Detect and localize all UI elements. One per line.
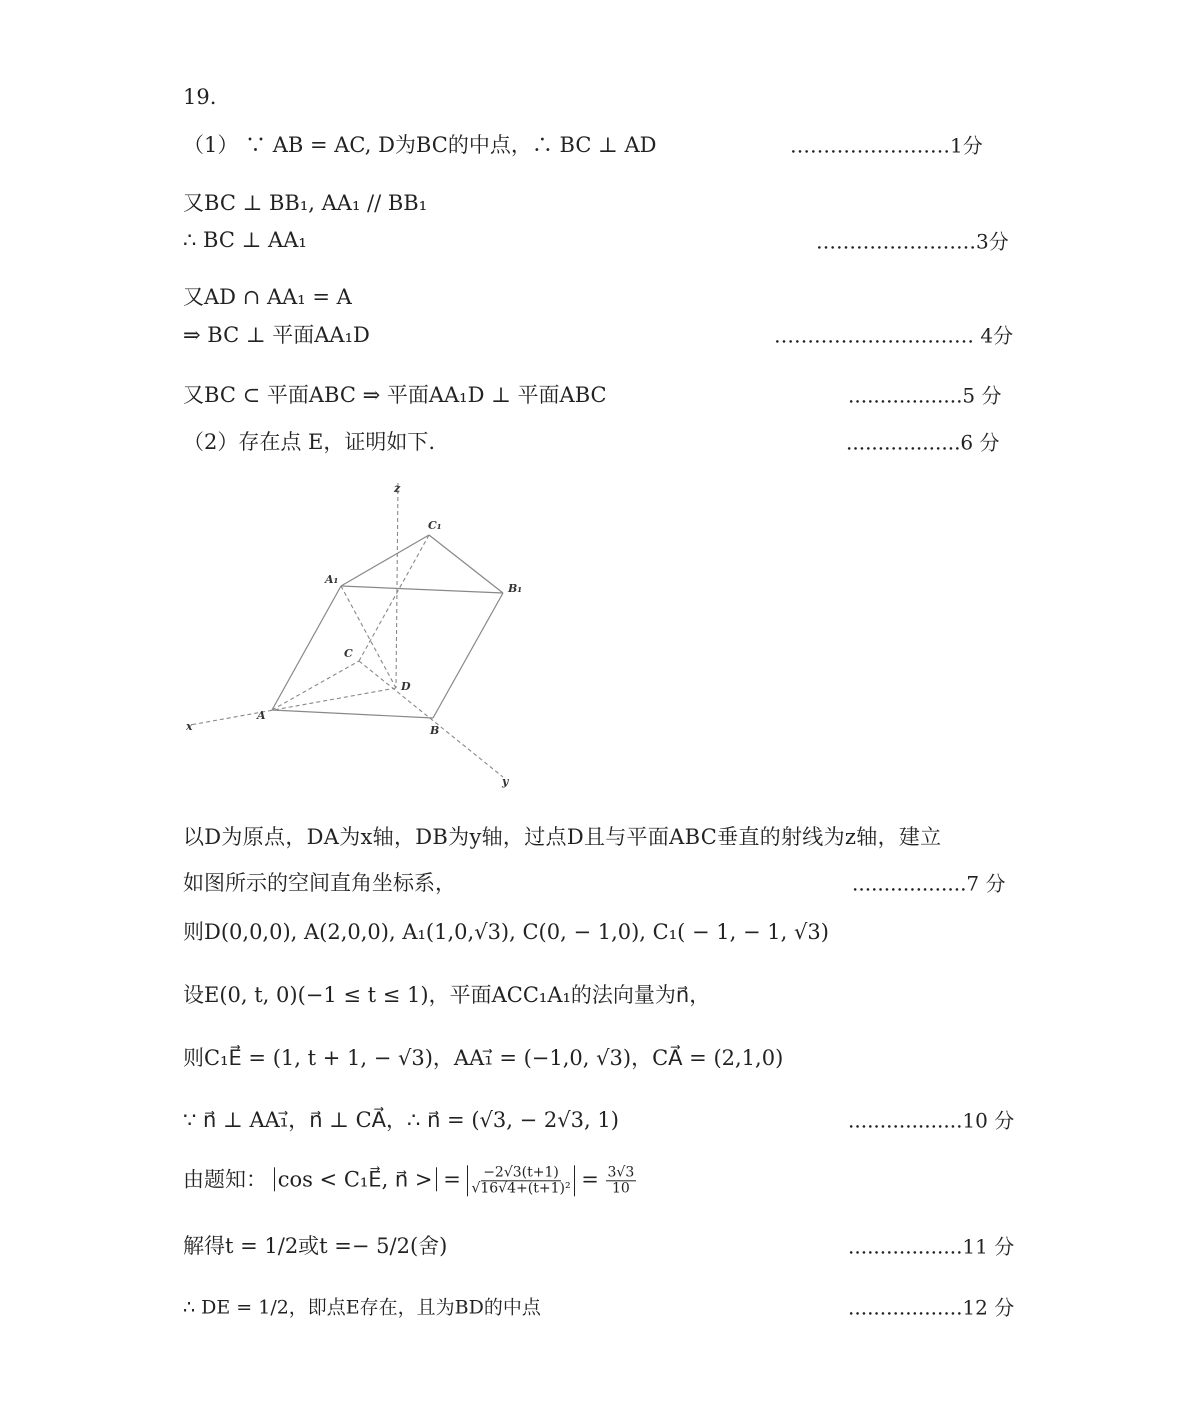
label-b: B (430, 724, 440, 737)
result-fraction (606, 1165, 637, 1197)
label-a1: A₁ (325, 573, 339, 586)
result-denominator: 10 (611, 1180, 630, 1197)
edge-ab (272, 710, 433, 718)
part2-line9: 解得t = 1/2或t =− 5/2(舍) (183, 1234, 448, 1258)
score-1: ……………………1分 (790, 133, 983, 158)
edge-a1a (272, 586, 341, 710)
part2-line4: 则D(0,0,0), A(2,0,0), A₁(1,0,√3), C(0, − 1,0), C₁( − 1, − 1, √3) (183, 920, 829, 944)
edge-cc1 (359, 535, 429, 661)
label-d: D (401, 680, 411, 693)
line8-prefix: 由题知： (183, 1167, 267, 1192)
edge-b1b (433, 593, 503, 718)
cos-abs (274, 1167, 437, 1191)
part1-line5: ⇒ BC ⊥ 平面AA₁D (183, 323, 370, 347)
problem-number: 19. (183, 85, 217, 109)
part2-line7: ∵ n⃗ ⊥ AA₁⃗，n⃗ ⊥ CA⃗，∴ n⃗ = (√3, − 2√3, 1) (183, 1108, 619, 1132)
z-axis (396, 483, 398, 688)
score-3: ……………………3分 (816, 229, 1009, 254)
score-5: ..................5 分 (848, 383, 1002, 408)
score-10: ..................10 分 (848, 1108, 1015, 1133)
segment-a1d (341, 586, 396, 688)
part1-line2: 又BC ⊥ BB₁, AA₁ // BB₁ (183, 191, 428, 215)
label-x: x (186, 720, 193, 733)
result-numerator: 3√3 (607, 1163, 635, 1180)
part1-line4: 又AD ∩ AA₁ = A (183, 285, 352, 309)
label-c1: C₁ (428, 519, 442, 532)
label-c: C (344, 647, 353, 660)
numerator: −2√3(t+1) (483, 1163, 559, 1180)
part2-line5: 设E(0, t, 0)(−1 ≤ t ≤ 1)，平面ACC₁A₁的法向量为n⃗， (183, 983, 711, 1007)
y-axis (359, 661, 503, 777)
edge-c1b1 (429, 535, 503, 593)
part2-line3: 如图所示的空间直角坐标系， (183, 871, 456, 895)
part1-line6: 又BC ⊂ 平面ABC ⇒ 平面AA₁D ⊥ 平面ABC (183, 383, 607, 407)
score-6: ..................6 分 (846, 430, 1000, 455)
edge-a1c1 (341, 535, 429, 586)
part1-line3: ∴ BC ⊥ AA₁ (183, 228, 307, 252)
part2-line2: 以D为原点，DA为x轴，DB为y轴，过点D且与平面ABC垂直的射线为z轴，建立 (183, 825, 942, 849)
fraction-abs (467, 1165, 574, 1197)
x-axis (190, 688, 396, 725)
label-y: y (502, 775, 509, 788)
cos-fraction (471, 1165, 570, 1197)
label-z: z (394, 482, 401, 495)
score-4: ………………………… 4分 (774, 323, 1014, 348)
label-b1: B₁ (508, 582, 523, 595)
score-11: ..................11 分 (848, 1234, 1015, 1259)
cos-expression: cos < C₁E⃗, n⃗ > (277, 1167, 433, 1192)
label-a: A (257, 709, 266, 722)
part2-line10: ∴ DE = 1/2，即点E存在，且为BD的中点 (183, 1296, 541, 1319)
score-7: ..................7 分 (852, 871, 1006, 896)
score-12: ..................12 分 (848, 1295, 1015, 1320)
edge-a1b1 (341, 586, 503, 593)
part2-line1: （2）存在点 E，证明如下. (183, 430, 436, 454)
denominator: √16√4+(t+1)² (471, 1180, 571, 1197)
part2-line6: 则C₁E⃗ = (1, t + 1, − √3)，AA₁⃗ = (−1,0, √3)，CA⃗ = (2,1,0) (183, 1046, 784, 1070)
part2-line8: 由题知： cos < C₁E⃗, n⃗ > = $\frac{-2√3(t+1)}{\text{√16√4+(t+1)²}}$ = $\frac{3√3}{10}$ (183, 1163, 635, 1197)
part1-line1: （1） ∵ AB = AC, D为BC的中点，∴ BC ⊥ AD (183, 133, 657, 157)
